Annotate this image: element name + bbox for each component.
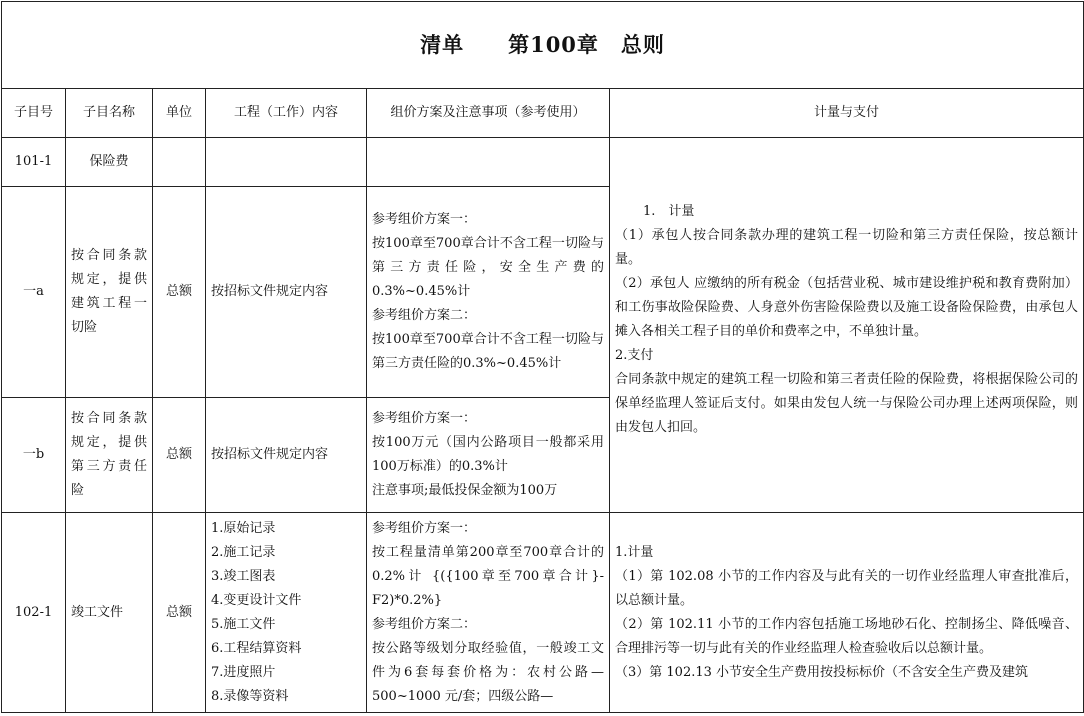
content-item: 2.施工记录 [211,545,276,560]
content-item: 6.工程结算资料 [211,641,302,656]
table-row [2,513,1084,713]
header-code: 子目号 [2,89,66,138]
payment-line: （3）第 102.13 小节安全生产费用按投标标价（不含安全生产费及建筑 [615,665,1029,680]
content-item: 4.变更设计文件 [211,593,302,608]
row-code: 一b [2,398,66,513]
page-title: 清单 第100章 总则 [2,2,1084,89]
row-content: 按招标文件规定内容 [206,398,367,513]
payment-line: 合同条款中规定的建筑工程一切险和第三者责任险的保险费，将根据保险公司的保单经监理人签证后支付。如果由发包人统一与保险公司办理上述两项保险，则由发包人扣回。 [615,372,1078,435]
row-plan: 参考组价方案一： 按工程量清单第200章至700章合计的0.2%计 {({100章至700章合计}-F2)*0.2%} 参考组价方案二： 按公路等级划分取经验值，一般竣工文件为6套每套价格为：农村公路—500~1000 元/套；四级公路— [367,513,610,713]
row-unit: 总额 [153,398,206,513]
content-item: 1.原始记录 [211,521,276,536]
header-unit: 单位 [153,89,206,138]
bill-table [1,1,1084,713]
content-item: 5.施工文件 [211,617,276,632]
table-header [2,89,1084,138]
row-unit: 总额 [153,187,206,398]
row-code: 一a [2,187,66,398]
payment-cell-102 [610,513,1084,713]
payment-line: （2）承包人 应缴纳的所有税金（包括营业税、城市建设维护税和教育费附加）和工伤事故险保险费、人身意外伤害险保险费以及施工设备险保险费，由承包人摊入各相关工程子目的单价和费率之中，不单独计量。 [615,276,1078,339]
payment-line: 2.支付 [615,348,654,363]
row-plan: 参考组价方案一： 按100万元（国内公路项目一般都采用100万标准）的0.3%计 注意事项;最低投保金额为100万 [367,398,610,513]
row-content: 按招标文件规定内容 [206,187,367,398]
payment-line: （1）第 102.08 小节的工作内容及与此有关的一切作业经监理人审查批准后，以总额计量。 [615,569,1078,608]
payment-line: （1）承包人按合同条款办理的建筑工程一切险和第三方责任保险，按总额计量。 [615,228,1078,267]
table-row [2,138,1084,187]
payment-cell-101 [610,138,1084,513]
row-name: 按合同条款规定，提供建筑工程一切险 [66,187,153,398]
header-payment: 计量与支付 [610,89,1084,138]
content-item: 8.录像等资料 [211,689,289,704]
row-name: 按合同条款规定，提供第三方责任险 [66,398,153,513]
header-content: 工程（工作）内容 [206,89,367,138]
payment-line: 1.计量 [615,545,654,560]
content-item: 3.竣工图表 [211,569,276,584]
row-name: 竣工文件 [66,513,153,713]
payment-line: 1. 计量 [643,204,695,219]
row-content-list [206,513,367,713]
row-code: 101-1 [2,138,66,187]
header-name: 子目名称 [66,89,153,138]
row-unit: 总额 [153,513,206,713]
payment-line: （2）第 102.11 小节的工作内容包括施工场地砂石化、控制扬尘、降低噪音、合理排污等一切与此有关的作业经监理人检查验收后以总额计量。 [615,617,1078,656]
row-name: 保险费 [66,138,153,187]
header-plan: 组价方案及注意事项（参考使用） [367,89,610,138]
row-plan: 参考组价方案一： 按100章至700章合计不含工程一切险与第三方责任险，安全生产费的0.3%~0.45%计 参考组价方案二： 按100章至700章合计不含工程一切险与第三方责任险的0.3%~0.45%计 [367,187,610,398]
content-item: 7.进度照片 [211,665,276,680]
row-code: 102-1 [2,513,66,713]
